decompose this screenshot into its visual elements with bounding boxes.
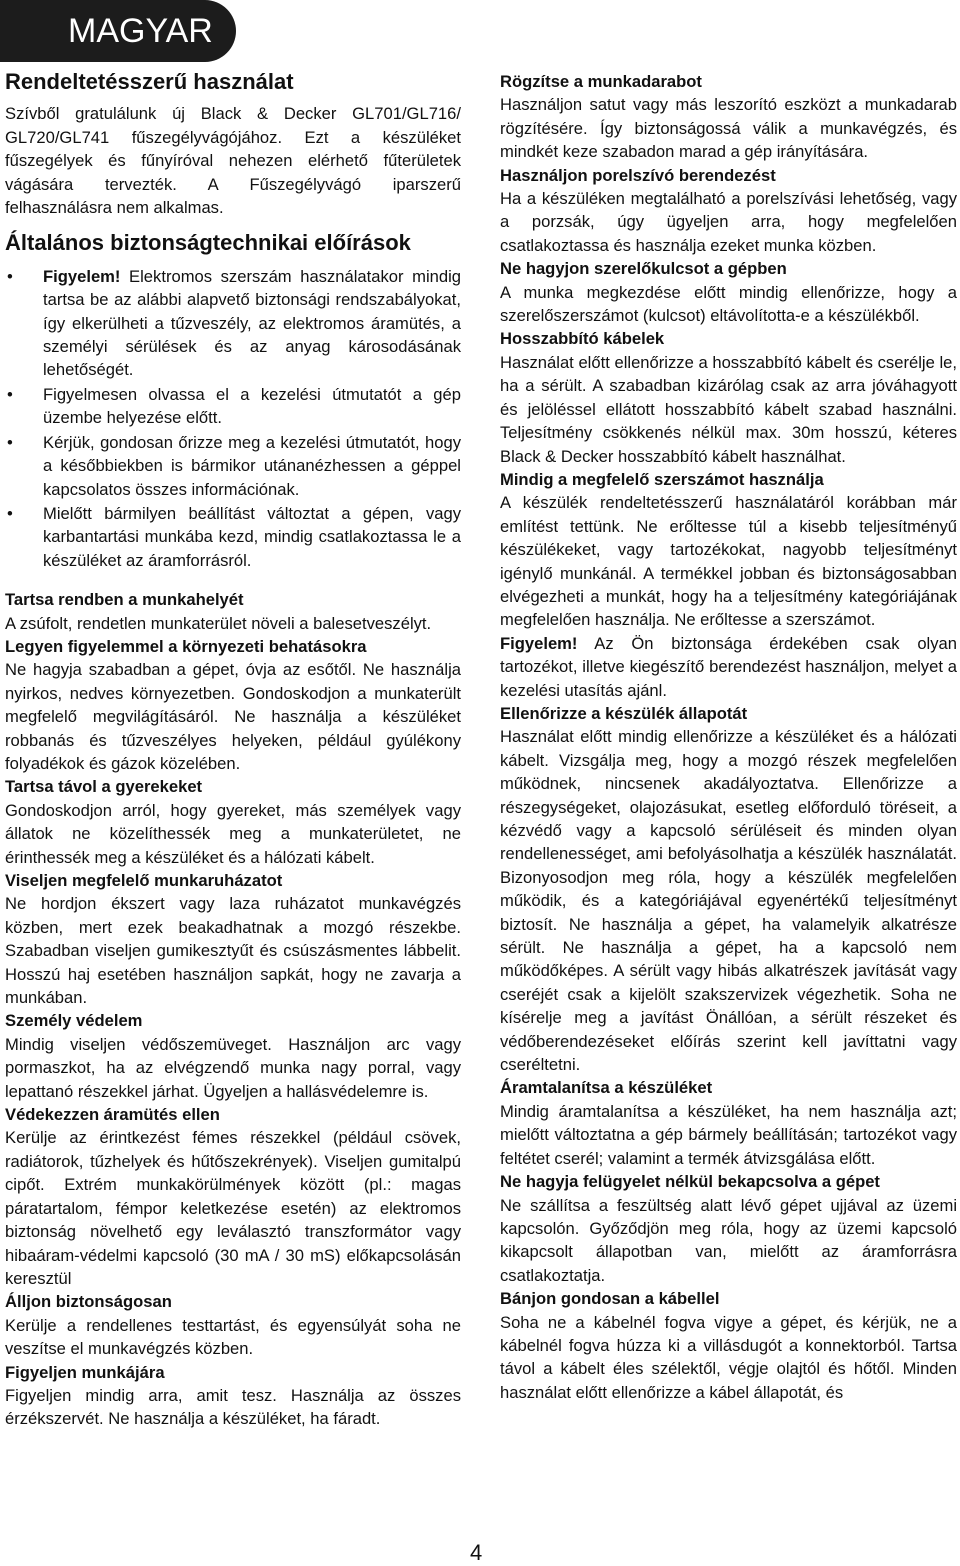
section-heading: Legyen figyelemmel a környezeti behatásokra [5, 636, 367, 656]
section-heading: Rögzítse a munkadarabot [500, 72, 702, 91]
section-heading: Ellenőrizze a készülék állapotát [500, 703, 748, 723]
section-body: Használjon satut vagy más leszorító eszközt a munkadarab rögzítésére. Így biztonságossá válik a munkavégzés, és mindkét keze szabadon marad a gép irányítására. [500, 95, 957, 162]
bullet-text: Figyelmesen olvassa el a kezelési útmutatót a gép üzembe helyezése előtt. [43, 384, 461, 428]
bullet-item [5, 265, 461, 382]
section-body: Használat előtt ellenőrizze a hosszabbító kábelt és cserélje le, ha a sérült. A szabadban kizárólag csak az arra jóváhagyott és jelöléssel ellátott hosszabbító kábelt szabad használni. Teljesítmény csökkenés nélkül max. 30m hosszú, kéteres Black & Decker hosszabbító kábelt használhat. [500, 352, 957, 466]
section-body: Mindig áramtalanítsa a készüléket, ha nem használja azt; mielőtt változtatna a gép bármely beállításán; tartozékot vagy feltétet cserél; valamint a termék átvizsgálása előtt. [500, 1101, 957, 1168]
section-heading: Bánjon gondosan a kábellel [500, 1289, 720, 1309]
section-body: A zsúfolt, rendetlen munkaterület növeli a balesetveszélyt. [5, 613, 432, 633]
language-tab: MAGYAR [0, 0, 236, 62]
section-heading: Használjon porelszívó berendezést [500, 165, 776, 185]
bullet-dot-icon: • [7, 384, 13, 404]
section-heading: Áramtalanítsa a készüléket [500, 1078, 713, 1098]
section-heading: Ne hagyjon szerelőkulcsot a gépben [500, 259, 787, 279]
bullet-text: Mielőtt bármilyen beállítást változtat a gépen, vagy karbantartási munkába kezd, mindig csatlakoztassa le a készüléket az áramforrásról. [43, 503, 461, 570]
section-heading: Álljon biztonságosan [5, 1292, 172, 1312]
bullet-item [5, 383, 461, 430]
section-body: Gondoskodjon arról, hogy gyereket, más személyek vagy állatok ne közelíthessék meg a munkaterületet, ne érinthessék meg a készüléket és a hálózati kábelt. [5, 800, 461, 867]
bullet-item [5, 431, 461, 501]
section-heading: Hosszabbító kábelek [500, 329, 665, 349]
section-body: Ne hordjon ékszert vagy laza ruházatot munkavégzés közben, mert ezek beakadhatnak a mozgó részekbe. Szabadban viseljen gumikesztyűt és csúszásmentes lábbelit. Hosszú haj esetében használjon sapkát, hogy ne zavarja a munkában. [5, 894, 461, 1008]
section-body: Ne szállítsa a feszültség alatt lévő gépet ujjával az üzemi kapcsolón. Győződjön meg róla, hogy az üzemi kapcsoló kikapcsolt állapotban van, mielőtt az áramforrásra csatlakoztatja. [500, 1195, 957, 1285]
warning-label: Figyelem! [43, 266, 121, 286]
left-column [5, 70, 461, 1431]
section-body: Az Ön biztonsága érdekében csak olyan tartozékot, illetve kiegészítő berendezést használjon, melyet a kezelési utasítás ajánl. [500, 633, 957, 700]
section-heading: Figyeljen munkájára [5, 1362, 165, 1382]
bullet-text: Kérjük, gondosan őrizze meg a kezelési útmutatót, hogy a későbbiekben is bármikor utánanézhessen a géppel kapcsolatos összes információnak. [43, 432, 461, 499]
title-general-safety: Általános biztonságtechnikai előírások [5, 230, 411, 256]
title-intended-use: Rendeltetésszerű használat [5, 69, 294, 94]
section-heading: Tartsa rendben a munkahelyét [5, 590, 244, 610]
section-body: Soha ne a kábelnél fogva vigye a gépet, és kérjük, ne a kábelnél fogva húzza ki a villásdugót a konnektorból. Tartsa távol a kábelt éles szélektől, végje olajtól és hőtől. Minden használat előtt ellenőrizze a kábel állapotát, és [500, 1312, 957, 1402]
section-body: Ne hagyja szabadban a gépet, óvja az esőtől. Ne használja nyirkos, nedves környezetben. Gondoskodjon a munkaterült megfelelő megvilágításáról. Ne használja a készüléket robbanás és tűzveszélyes helyeken, például gyúlékony folyadékok és gázok közelében. [5, 660, 461, 773]
section-body: Ha a készüléken megtalálható a porelszívási lehetőség, vagy a porzsák, úgy ügyeljen arra, hogy megfelelően csatlakoztassa és használja ezeket munka közben. [500, 189, 957, 255]
section-body: Kerülje a rendellenes testtartást, és egyensúlyát soha ne veszítse el munkavégzés közben. [5, 1315, 461, 1359]
section-body: A munka megkezdése előtt mindig ellenőrizze, hogy a szerelőszerszámot (kulcsot) eltávolította-e a készülékből. [500, 282, 957, 326]
section-heading: Személy védelem [5, 1011, 143, 1031]
section-heading: Tartsa távol a gyerekeket [5, 777, 203, 797]
bullet-dot-icon: • [7, 266, 13, 286]
section-heading: Mindig a megfelelő szerszámot használja [500, 469, 824, 489]
section-body: Kerülje az érintkezést fémes részekkel (például csövek, radiátorok, tűzhelyek és hűtőszekrények). Viseljen gumitalpú cipőt. Extrém munkakörülmények között (pl.: magas páratartalom, fémpor keletkezése esetén) az elektromos biztonság növelhető egy leválasztó transzformátor vagy hibaáram-védelmi kapcsoló (30 mA / 30 mS) előkapcsolásán keresztül [5, 1128, 461, 1288]
warning-label: Figyelem! [500, 633, 578, 653]
right-column [500, 70, 957, 1404]
safety-bullet-list [5, 265, 461, 572]
section-heading: Védekezzen áramütés ellen [5, 1105, 220, 1125]
section-body: A készülék rendeltetésszerű használatáról korábban már említést tettünk. Ne erőltesse túl a kisebb teljesítményű készülékeket, vagy tartozékokat, nagyobb teljesítményt igénylő munkánál. A termékkel jobban és biztonságosabban elvégezheti a munkát, hogy ha a teljesítmény kategóriájának megfelelően használja. Ne erőltesse a szerszámot. [500, 493, 957, 630]
section-body: Mindig viseljen védőszemüveget. Használjon arc vagy pormaszkot, ha az elvégzendő munka nagy porral, vagy lepattanó részekkel járhat. Ügyeljen a hallásvédelemre is. [5, 1034, 461, 1101]
section-body: Használat előtt mindig ellenőrizze a készüléket és a hálózati kábelt. Vizsgálja meg, hogy a mozgó részek megfelelően működnek, nincsenek akadályoztatva. Ellenőrizze a részegységeket, olajozásukat, esetleg előforduló töréseit, a kézvédő vagy a kapcsoló sérüléseit és minden olyan rendellenességet, ami befolyásolhatja a készülék használatát. Bizonyosodjon meg róla, hogy a készülék megfelelően működik, és a kategóriájával egyenértékű teljesítményt biztosít. Ne használja a gépet, ha valamelyik alkatrésze sérült. Ne használja a gépet, ha a kapcsoló nem működőképes. A sérült vagy hibás alkatrészek javítását vagy cseréjét csak a kijelölt szakszervizek végezhetik. Soha ne kísérelje meg a javítást Önállóan, a sérült részeket és védőberendezéseket előírás szerint kell javíttatni vagy cseréltetni. [500, 727, 957, 1075]
bullet-text: Elektromos szerszám használatakor mindig tartsa be az alábbi alapvető biztonsági rendszabályokat, így elkerülheti a tűzveszély, az elektromos áramütés, a személyi sérülések és az anyag károsodásának lehetőségét. [43, 266, 461, 380]
intro-paragraph: Szívből gratulálunk új Black & Decker GL701/GL716/ GL720/GL741 fűszegélyvágójához. Ezt a készüléket fűszegélyek és fűnyíróval nehezen elérhető fűterületek vágására tervezték. A Fűszegélyvágó iparszerű felhasználásra nem alkalmas. [5, 104, 461, 218]
page-number: 4 [470, 1540, 483, 1565]
bullet-dot-icon: • [7, 503, 13, 523]
bullet-item [5, 502, 461, 572]
warning-paragraph [500, 632, 957, 702]
bullet-dot-icon: • [7, 432, 13, 452]
section-heading: Ne hagyja felügyelet nélkül bekapcsolva a gépet [500, 1172, 880, 1192]
section-heading: Viseljen megfelelő munkaruházatot [5, 871, 283, 890]
section-body: Figyeljen mindig arra, amit tesz. Használja az összes érzékszervét. Ne használja a készüléket, ha fáradt. [5, 1385, 461, 1429]
